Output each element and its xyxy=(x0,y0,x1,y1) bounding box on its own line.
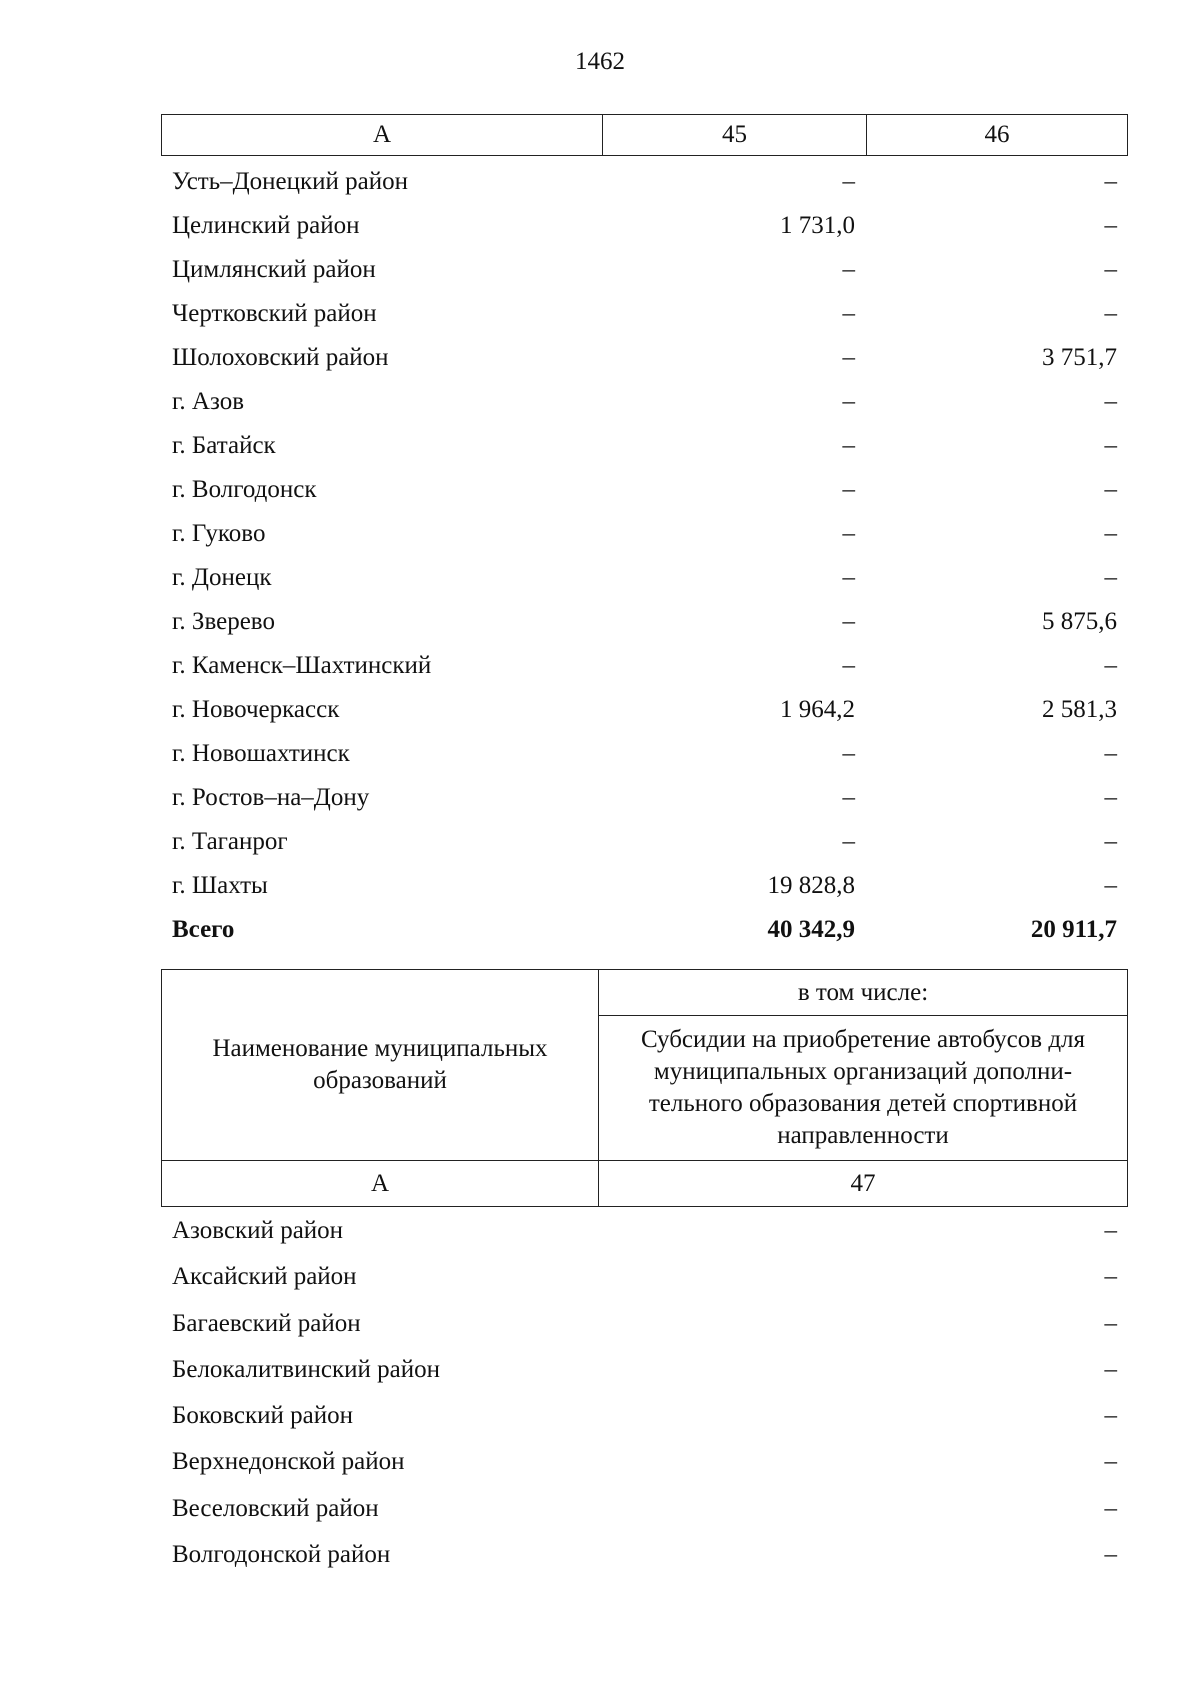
table-row xyxy=(161,424,1128,468)
value-col-46: – xyxy=(1104,300,1117,327)
municipality-name: г. Азов xyxy=(172,388,245,415)
value-col-46: – xyxy=(1104,828,1117,855)
value-col-45: – xyxy=(842,784,855,811)
table2-header-including: в том числе: xyxy=(599,970,1127,1016)
value-col-45: 19 828,8 xyxy=(767,872,855,899)
value-col-47: – xyxy=(1104,1494,1117,1522)
value-col-45: – xyxy=(842,432,855,459)
value-col-47: – xyxy=(1104,1355,1117,1383)
value-col-46: – xyxy=(1104,212,1117,239)
table2-header-name: Наименование муниципальных образований xyxy=(162,970,599,1160)
value-col-45: – xyxy=(842,256,855,283)
page-number: 1462 xyxy=(575,48,625,75)
value-col-46: – xyxy=(1104,784,1117,811)
value-col-46: – xyxy=(1104,740,1117,767)
table1-body xyxy=(161,160,1128,952)
table-row xyxy=(161,248,1128,292)
table-row xyxy=(161,732,1128,776)
value-col-46: – xyxy=(1104,564,1117,591)
table-row xyxy=(161,644,1128,688)
table-row xyxy=(161,1440,1128,1486)
table2-body xyxy=(161,1209,1128,1579)
municipality-name: г. Каменск–Шахтинский xyxy=(172,652,432,679)
municipality-name: Боковский район xyxy=(172,1402,353,1430)
municipality-name: г. Шахты xyxy=(172,872,268,899)
value-col-46: – xyxy=(1104,432,1117,459)
table2-header-col-47: 47 xyxy=(850,1169,876,1197)
value-col-46: – xyxy=(1104,168,1117,195)
table2-header-subsidy: Субсидии на приобретение автобусов для муниципальных организаций дополни-тельного образования детей спортивной направленности xyxy=(640,1026,1086,1149)
value-col-45: – xyxy=(842,168,855,195)
value-col-45: – xyxy=(842,828,855,855)
municipality-name: г. Новошахтинск xyxy=(172,740,350,767)
table2-header-number-row xyxy=(162,1160,1127,1206)
value-col-45: – xyxy=(842,608,855,635)
municipality-name: Чертковский район xyxy=(172,300,377,327)
value-col-45: 1 964,2 xyxy=(780,696,855,723)
value-col-45: – xyxy=(842,344,855,371)
municipality-name: г. Таганрог xyxy=(172,828,288,855)
table1-header-col-46: 46 xyxy=(984,121,1010,148)
table-row xyxy=(161,864,1128,908)
value-col-46: – xyxy=(1104,476,1117,503)
municipality-name: Верхнедонской район xyxy=(172,1448,405,1476)
table-row xyxy=(161,380,1128,424)
value-col-45: – xyxy=(842,300,855,327)
table2-header xyxy=(161,969,1128,1207)
municipality-name: Целинский район xyxy=(172,212,360,239)
municipality-name: Белокалитвинский район xyxy=(172,1355,440,1383)
table-row xyxy=(161,688,1128,732)
value-col-47: – xyxy=(1104,1541,1117,1569)
table-row xyxy=(161,512,1128,556)
table-row xyxy=(161,292,1128,336)
value-col-45: – xyxy=(842,740,855,767)
municipality-name: Цимлянский район xyxy=(172,256,376,283)
municipality-name: г. Батайск xyxy=(172,432,276,459)
value-col-45: 1 731,0 xyxy=(780,212,855,239)
table-row xyxy=(161,600,1128,644)
value-col-46: 3 751,7 xyxy=(1042,344,1117,371)
municipality-name: г. Новочеркасск xyxy=(172,696,340,723)
value-col-46: 5 875,6 xyxy=(1042,608,1117,635)
municipality-name: г. Донецк xyxy=(172,564,272,591)
municipality-name: Волгодонской район xyxy=(172,1541,391,1569)
value-col-45: – xyxy=(842,388,855,415)
municipality-name: г. Волгодонск xyxy=(172,476,317,503)
table-row xyxy=(161,1302,1128,1348)
table1-header-col-a: А xyxy=(162,115,603,155)
table-row xyxy=(161,336,1128,380)
table-row xyxy=(161,1394,1128,1440)
table-row xyxy=(161,160,1128,204)
municipality-name: Аксайский район xyxy=(172,1263,357,1291)
table-row xyxy=(161,204,1128,248)
value-col-47: – xyxy=(1104,1448,1117,1476)
value-col-45: – xyxy=(842,476,855,503)
value-col-47: – xyxy=(1104,1217,1117,1244)
municipality-name: Усть–Донецкий район xyxy=(172,168,409,195)
value-col-45: – xyxy=(842,520,855,547)
table-row xyxy=(161,1348,1128,1394)
table1-header-col-45: 45 xyxy=(603,115,867,155)
table-row xyxy=(161,1533,1128,1579)
municipality-name: Багаевский район xyxy=(172,1309,361,1337)
table1-header-row xyxy=(161,114,1128,156)
table-row xyxy=(161,556,1128,600)
total-row xyxy=(161,908,1128,952)
value-col-46: – xyxy=(1104,652,1117,679)
value-col-46: – xyxy=(1104,256,1117,283)
municipality-name: г. Зверево xyxy=(172,608,275,635)
table-row xyxy=(161,776,1128,820)
municipality-name: Шолоховский район xyxy=(172,344,389,371)
value-col-46: – xyxy=(1104,872,1117,899)
table-row xyxy=(161,1255,1128,1301)
table2-header-col-a: А xyxy=(162,1161,599,1206)
value-col-45: – xyxy=(842,652,855,679)
value-col-47: – xyxy=(1104,1309,1117,1337)
value-col-46: 2 581,3 xyxy=(1042,696,1117,723)
total-col-46: 20 911,7 xyxy=(1030,916,1117,943)
table-row xyxy=(161,468,1128,512)
value-col-47: – xyxy=(1104,1402,1117,1430)
municipality-name: Азовский район xyxy=(172,1217,344,1244)
value-col-47: – xyxy=(1104,1263,1117,1291)
table-row xyxy=(161,820,1128,864)
value-col-46: – xyxy=(1104,520,1117,547)
municipality-name: г. Ростов–на–Дону xyxy=(172,784,370,811)
value-col-46: – xyxy=(1104,388,1117,415)
table-row xyxy=(161,1487,1128,1533)
municipality-name: Веселовский район xyxy=(172,1494,379,1522)
table-row xyxy=(161,1209,1128,1255)
total-label: Всего xyxy=(172,916,235,943)
value-col-45: – xyxy=(842,564,855,591)
municipality-name: г. Гуково xyxy=(172,520,266,547)
total-col-45: 40 342,9 xyxy=(767,916,855,943)
